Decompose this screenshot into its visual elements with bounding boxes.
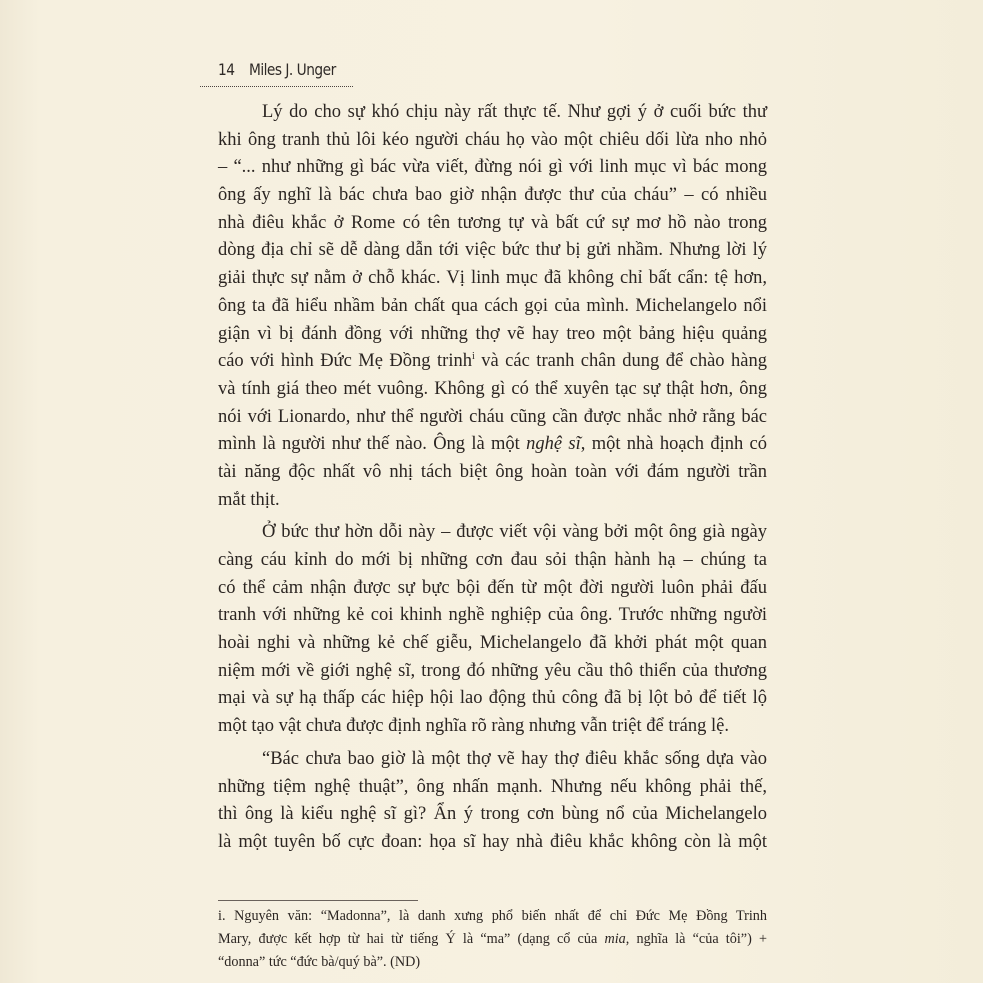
- author-name: Miles J. Unger: [248, 60, 336, 79]
- paragraph: [218, 746, 767, 857]
- text-line: ông ta đã hiểu nhầm bản chất qua cách gọi của mình. Michelangelo nổi: [218, 295, 767, 316]
- text-line: [218, 928, 767, 951]
- text-segment: cáo với hình Đức Mẹ Đồng trinh: [218, 351, 472, 372]
- italic-text: mia: [604, 931, 626, 947]
- text-line: [218, 348, 767, 376]
- text-line: tài năng độc nhất vô nhị tách biệt ông hoàn toàn với đám người trần: [218, 461, 767, 482]
- text-line: hoài nghi và những kẻ chế giễu, Michelangelo đã khởi phát một quan: [218, 633, 767, 654]
- text-line: giận vì bị đánh đồng với những thợ vẽ hay treo một bảng hiệu quảng: [218, 323, 767, 344]
- footnote-reference: i: [471, 351, 475, 363]
- text-line: “donna” tức “đức bà/quý bà”. (ND): [218, 954, 421, 970]
- text-line: i. Nguyên văn: “Madonna”, là danh xưng phổ biến nhất để chỉ Đức Mẹ Đồng Trinh: [218, 908, 767, 924]
- text-line: ông ấy nghĩ là bác chưa bao giờ nhận được thư của cháu” – có nhiều: [218, 185, 767, 206]
- text-line: và tính giá theo mét vuông. Không gì có thể xuyên tạc sự thật hơn, ông: [218, 378, 767, 399]
- text-line: những tiệm nghệ thuật”, ông nhấn mạnh. Nhưng nếu không phải thế,: [218, 776, 767, 797]
- text-line: “Bác chưa bao giờ là một thợ vẽ hay thợ điêu khắc sống dựa vào: [262, 748, 767, 769]
- text-line: Lý do cho sự khó chịu này rất thực tế. Như gợi ý ở cuối bức thư: [262, 102, 767, 122]
- text-line: nhà điêu khắc ở Rome có tên tương tự và bất cứ sự mơ hồ nào trong: [218, 212, 767, 233]
- text-line: mại và sự hạ thấp các hiệp hội lao động thủ công đã bị lột bỏ để tiết lộ: [218, 688, 767, 709]
- text-segment: Mary, được kết hợp từ hai từ tiếng Ý là “ma” (dạng cổ của: [218, 931, 605, 947]
- text-line: thì ông là kiểu nghệ sĩ gì? Ẩn ý trong cơn bùng nổ của Michelangelo: [218, 804, 767, 825]
- text-line: dòng địa chỉ sẽ dễ dàng dẫn tới việc bức thư bị gửi nhầm. Nhưng lời lý: [218, 240, 767, 261]
- text-line: có thể cảm nhận được sự bực bội đến từ một đời người luôn phải đấu: [218, 577, 767, 598]
- footnote: [218, 905, 767, 974]
- text-segment: , một nhà hoạch định có: [580, 434, 767, 455]
- paragraph: [218, 99, 767, 514]
- footnotes: [218, 905, 767, 979]
- text-segment: , nghĩa là “của tôi”) +: [625, 931, 767, 947]
- paragraph: [218, 519, 767, 741]
- text-line: – “... như những gì bác vừa viết, đừng nói gì với linh mục vì bác mong: [218, 157, 767, 178]
- text-line: khi ông tranh thủ lôi kéo người cháu họ vào một chiêu dối lừa nho nhỏ: [218, 129, 767, 150]
- text-line: nói với Lionardo, như thể người cháu cũng cần được nhắc nhở rằng bác: [218, 406, 767, 427]
- text-segment: mình là người như thế nào. Ông là một: [218, 434, 527, 455]
- text-line: giải thực sự nằm ở chỗ khác. Vị linh mục đã không chỉ bất cẩn: tệ hơn,: [218, 268, 767, 289]
- text-line: càng cáu kỉnh do mới bị những cơn đau sỏi thận hành hạ – chúng ta: [218, 550, 767, 570]
- text-line: tranh với những kẻ coi khinh nghề nghiệp của ông. Trước những người: [218, 605, 767, 626]
- text-segment: và các tranh chân dung để chào hàng: [474, 351, 768, 372]
- text-line: là một tuyên bố cực đoan: họa sĩ hay nhà điêu khắc không còn là một: [218, 831, 767, 852]
- header-dotted-rule: [200, 86, 353, 87]
- page-number: 14: [218, 60, 235, 79]
- text-line: niệm mới về giới nghệ sĩ, trong đó những yêu cầu thô thiển của thương: [218, 660, 767, 681]
- body-text: [218, 99, 767, 862]
- text-line: một tạo vật chưa được định nghĩa rõ ràng nhưng vẫn triệt để tráng lệ.: [218, 716, 729, 737]
- footnote-separator: [218, 900, 418, 901]
- text-line: Ở bức thư hờn dỗi này – được viết vội vàng bởi một ông già ngày: [262, 522, 767, 543]
- italic-text: nghệ sĩ: [526, 434, 581, 455]
- running-header: [218, 60, 336, 82]
- text-line: mắt thịt.: [218, 489, 280, 510]
- text-line: [218, 431, 767, 459]
